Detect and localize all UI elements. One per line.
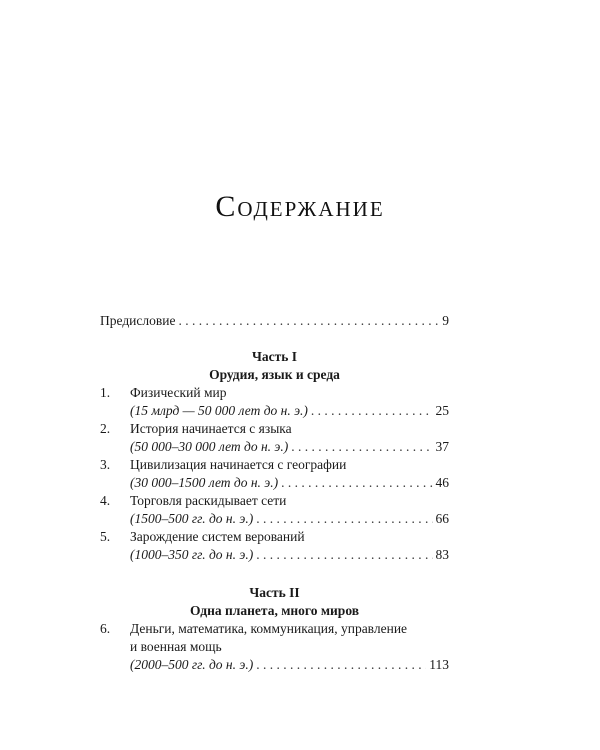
chapter-title: История начинается с языка: [130, 421, 292, 436]
dot-leader: [311, 402, 433, 420]
chapter-dates: (30 000–1500 лет до н. э.): [130, 475, 279, 490]
dot-leader: [178, 312, 439, 330]
chapter-number: 3.: [100, 457, 111, 472]
toc-entry-label: Предисловие: [100, 313, 176, 328]
chapter-number: 2.: [100, 421, 111, 436]
chapter-dates: (1000–350 гг. до н. э.): [130, 547, 254, 562]
dot-leader: [256, 546, 432, 564]
chapter-dates: (1500–500 гг. до н. э.): [130, 511, 254, 526]
toc-chapter-3[interactable]: [100, 456, 449, 492]
chapter-dates: (2000–500 гг. до н. э.): [130, 657, 254, 672]
chapter-dates: (50 000–30 000 лет до н. э.): [130, 439, 289, 454]
chapter-number: 6.: [100, 621, 111, 636]
part-label: Часть I: [251, 349, 298, 364]
toc-page-number: 25: [435, 403, 449, 418]
chapter-number: 4.: [100, 493, 111, 508]
page-title: Содержание: [215, 190, 385, 223]
chapter-title: Зарождение систем верований: [130, 529, 305, 544]
dot-leader: [256, 656, 426, 674]
table-of-contents: [100, 312, 449, 674]
toc-page-number: 83: [435, 547, 449, 562]
toc-entry-preface[interactable]: [100, 312, 449, 330]
part-subtitle: Орудия, язык и среда: [209, 367, 340, 382]
dot-leader: [256, 510, 432, 528]
chapter-number: 5.: [100, 529, 111, 544]
toc-page-number: 46: [435, 475, 449, 490]
toc-chapter-4[interactable]: [100, 492, 449, 528]
dot-leader: [291, 438, 432, 456]
chapter-title: Торговля раскидывает сети: [130, 493, 287, 508]
toc-page-number: 37: [435, 439, 449, 454]
toc-chapter-1[interactable]: [100, 384, 449, 420]
chapter-number: 1.: [100, 385, 111, 400]
chapter-title: Цивилизация начинается с географии: [130, 457, 347, 472]
toc-chapter-2[interactable]: [100, 420, 449, 456]
chapter-title-line-1: Деньги, математика, коммуникация, управление: [130, 621, 408, 636]
chapter-title-line-2: и военная мощь: [130, 639, 222, 654]
part-subtitle: Одна планета, много миров: [189, 603, 360, 618]
toc-chapter-5[interactable]: [100, 528, 449, 564]
chapter-title: Физический мир: [130, 385, 227, 400]
toc-page-number: 113: [429, 657, 449, 672]
toc-chapter-6[interactable]: [100, 620, 449, 674]
toc-page-number: 9: [442, 313, 449, 328]
chapter-dates: (15 млрд — 50 000 лет до н. э.): [130, 403, 308, 418]
dot-leader: [281, 474, 432, 492]
toc-page-number: 66: [435, 511, 449, 526]
part-label: Часть II: [249, 585, 300, 600]
